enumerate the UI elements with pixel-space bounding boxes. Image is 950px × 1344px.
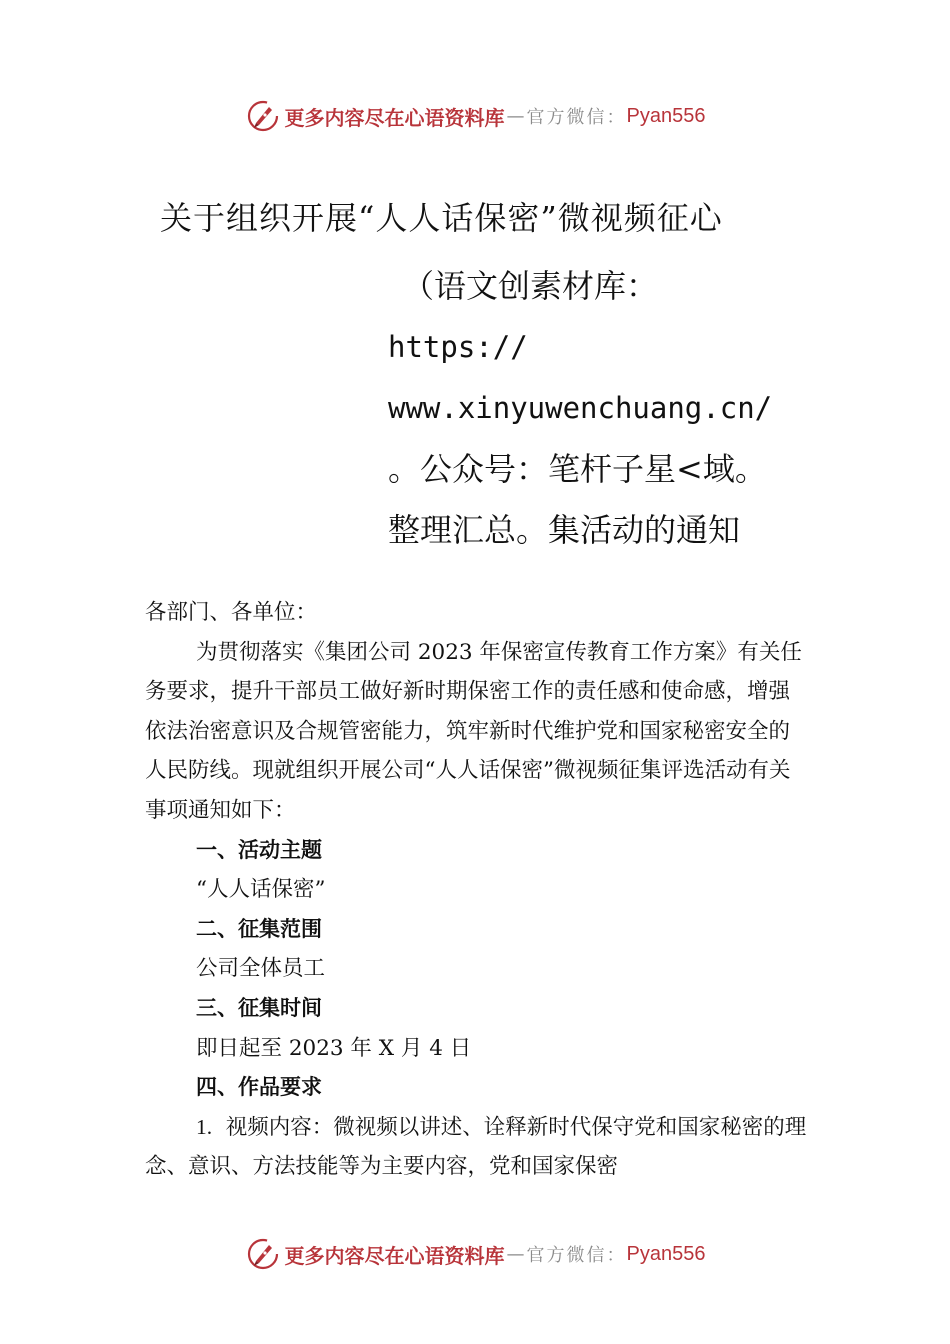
watermark-brand: 更多内容尽在心语资料库 bbox=[284, 105, 505, 130]
watermark-dash: — bbox=[506, 105, 525, 127]
document-title-continuation bbox=[388, 256, 788, 561]
document-title-line-6: 整理汇总。集活动的通知 bbox=[388, 511, 741, 549]
section-text-time: 即日起至 2023 年 X 月 4 日 bbox=[196, 1035, 472, 1061]
document-title-line-2: （语文创素材库： bbox=[402, 267, 659, 305]
watermark-wechat-label: 官方微信： bbox=[526, 107, 627, 128]
document-title-line-5: 。公众号：笔杆子星<域。 bbox=[388, 450, 767, 488]
quill-pen-logo-icon bbox=[245, 98, 281, 134]
requirement-item-1 bbox=[145, 1108, 807, 1187]
watermark-brand: 更多内容尽在心语资料库 bbox=[284, 1243, 505, 1268]
section-heading-scope: 二、征集范围 bbox=[196, 916, 322, 941]
document-title-line-1: 关于组织开展“人人话保密”微视频征心 bbox=[160, 199, 723, 237]
watermark-dash: — bbox=[506, 1243, 525, 1265]
watermark-header bbox=[0, 94, 950, 138]
salutation: 各部门、各单位： bbox=[145, 600, 318, 625]
section-text-scope: 公司全体员工 bbox=[196, 956, 326, 982]
requirement-item-1-text: 视频内容：微视频以讲述、诠释新时代保守党和国家秘密的理念、意识、方法技能等为主要内容，党和国家保密 bbox=[145, 1114, 807, 1180]
section-heading-time: 三、征集时间 bbox=[196, 995, 322, 1020]
intro-paragraph: 为贯彻落实《集团公司 2023 年保密宣传教育工作方案》有关任务要求，提升干部员工做好新时期保密工作的责任感和使命感，增强依法治密意识及合规管密能力，筑牢新时代维护党和国家秘密安全的人民防线。现就组织开展公司“人人话保密”微视频征集评选活动有关事项通知如下： bbox=[145, 639, 802, 823]
quill-pen-logo-icon bbox=[245, 1236, 281, 1272]
section-heading-requirements: 四、作品要求 bbox=[196, 1075, 322, 1100]
requirement-item-1-number: 1. bbox=[196, 1114, 213, 1139]
watermark-footer bbox=[0, 1232, 950, 1276]
document-title-line-3: https:// bbox=[388, 330, 528, 364]
section-heading-theme: 一、活动主题 bbox=[196, 837, 322, 862]
section-text-theme: “人人话保密” bbox=[196, 877, 326, 903]
watermark-account: Pyan556 bbox=[626, 1242, 706, 1265]
document-body bbox=[145, 593, 807, 1187]
watermark-account: Pyan556 bbox=[626, 104, 706, 127]
watermark-wechat-label: 官方微信： bbox=[526, 1245, 627, 1266]
document-title-line-4: www.xinyuwenchuang.cn/ bbox=[388, 391, 773, 425]
